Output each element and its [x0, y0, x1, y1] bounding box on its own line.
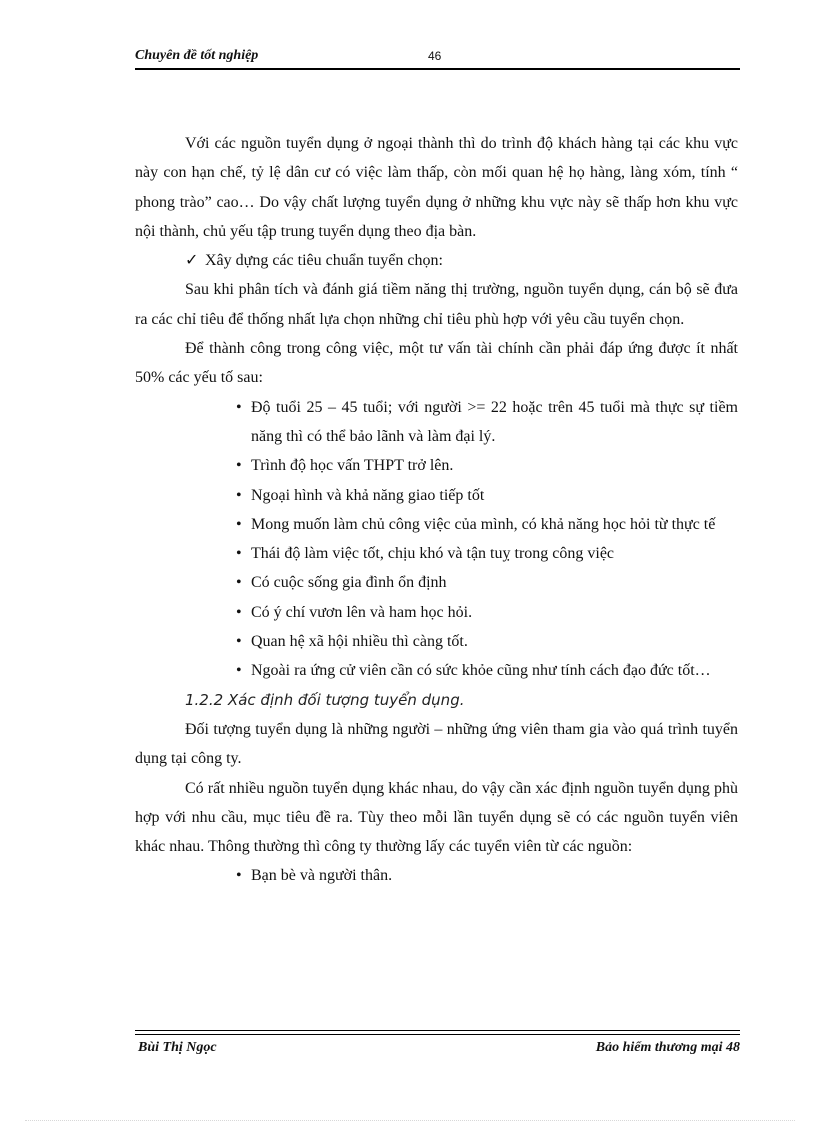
footer-class: Bảo hiểm thương mại 48 [595, 1040, 740, 1055]
footer-author: Bùi Thị Ngọc [138, 1040, 217, 1055]
footer-rule [135, 1034, 740, 1035]
list-item [236, 539, 738, 568]
header-rule [135, 68, 740, 70]
checklist-item [135, 246, 738, 275]
bullet-icon: • [236, 398, 242, 416]
bullet-icon: • [236, 633, 242, 651]
list-item-text: Có cuộc sống gia đình ổn định [251, 574, 447, 592]
list-item-text: Ngoài ra ứng cử viên cần có sức khỏe cũng như tính cách đạo đức tốt… [251, 662, 711, 680]
criteria-list [135, 393, 738, 686]
list-item [236, 627, 738, 656]
list-item-text: Bạn bè và người thân. [251, 867, 393, 885]
list-item [236, 393, 738, 452]
paragraph-criteria-intro: Sau khi phân tích và đánh giá tiềm năng thị trường, nguồn tuyển dụng, cán bộ sẽ đưa ra các chỉ tiêu để thống nhất lựa chọn những chỉ tiêu phù hợp với yêu cầu tuyển chọn. [135, 281, 738, 328]
section-subheading: 1.2.2 Xác định đối tượng tuyển dụng. [185, 690, 465, 709]
list-item-text: Thái độ làm việc tốt, chịu khó và tận tuỵ trong công việc [251, 545, 615, 563]
paragraph-recruitment-sources: Có rất nhiều nguồn tuyển dụng khác nhau, do vậy cần xác định nguồn tuyển dụng phù hợp với nhu cầu, mục tiêu đề ra. Tùy theo mỗi lần tuyển dụng sẽ có các nguồn tuyển viên khác nhau. Thông thường thì công ty thường lấy các tuyển viên từ các nguồn: [135, 779, 738, 856]
bullet-icon: • [236, 515, 242, 533]
bullet-icon: • [236, 662, 242, 680]
page-header [135, 48, 740, 70]
bullet-icon: • [236, 457, 242, 475]
list-item-text: Quan hệ xã hội nhiều thì càng tốt. [251, 633, 468, 651]
footer-rule [135, 1030, 740, 1031]
list-item-text: Mong muốn làm chủ công việc của mình, có khả năng học hỏi từ thực tế [251, 515, 716, 533]
checkmark-icon: ✓ [185, 252, 199, 270]
list-item [236, 861, 738, 890]
bullet-icon: • [236, 486, 242, 504]
paragraph-outskirts: Với các nguồn tuyển dụng ở ngoại thành thì do trình độ khách hàng tại các khu vực này con hạn chế, tỷ lệ dân cư có việc làm thấp, còn mối quan hệ họ hàng, làng xóm, tính “ phong trào” cao… Do vậy chất lượng tuyển dụng ở những khu vực này sẽ thấp hơn khu vực nội thành, chủ yếu tập trung tuyển dụng theo địa bàn. [135, 135, 738, 240]
page-footer [135, 1030, 740, 1060]
list-item [236, 598, 738, 627]
paragraph-success-requirements: Để thành công trong công việc, một tư vấn tài chính cần phải đáp ứng được ít nhất 50% các yếu tố sau: [135, 340, 738, 387]
header-title: Chuyên đề tốt nghiệp [135, 48, 259, 63]
list-item-text: Ngoại hình và khả năng giao tiếp tốt [251, 486, 485, 504]
bullet-icon: • [236, 545, 242, 563]
checklist-item-label: Xây dựng các tiêu chuẩn tuyển chọn: [205, 252, 443, 270]
list-item [236, 656, 738, 685]
list-item-text: Độ tuổi 25 – 45 tuổi; với người >= 22 hoặc trên 45 tuổi mà thực sự tiềm năng thì có thể bảo lãnh và làm đại lý. [251, 398, 738, 445]
list-item [236, 568, 738, 597]
list-item [236, 510, 738, 539]
list-item [236, 451, 738, 480]
list-item [236, 481, 738, 510]
bullet-icon: • [236, 603, 242, 621]
list-item-text: Có ý chí vươn lên và ham học hỏi. [251, 603, 473, 621]
sources-list [135, 861, 738, 890]
paragraph-recruitment-target: Đối tượng tuyển dụng là những người – những ứng viên tham gia vào quá trình tuyển dụng tại công ty. [135, 720, 738, 768]
bullet-icon: • [236, 867, 242, 885]
list-item-text: Trình độ học vấn THPT trở lên. [251, 457, 454, 475]
bullet-icon: • [236, 574, 242, 592]
page-edge [25, 1120, 795, 1121]
page-number: 46 [428, 49, 442, 63]
document-body [135, 129, 738, 891]
